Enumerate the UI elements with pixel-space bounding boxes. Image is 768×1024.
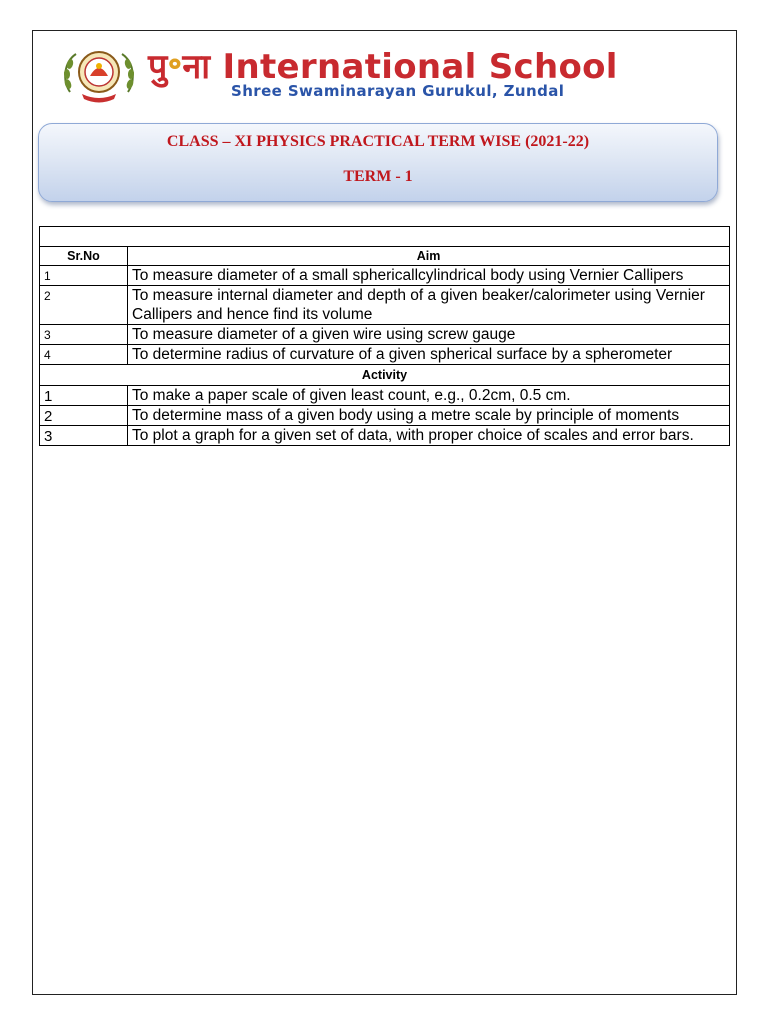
- school-subtitle: Shree Swaminarayan Gurukul, Zundal: [231, 82, 565, 100]
- activity-srno: 1: [40, 386, 128, 406]
- practical-table: [39, 226, 730, 446]
- table-row: [40, 286, 730, 325]
- table-row: [40, 325, 730, 345]
- experiment-srno: 3: [40, 325, 128, 345]
- document-title: CLASS – XI PHYSICS PRACTICAL TERM WISE (2021-22): [166, 133, 590, 150]
- header-aim: Aim: [128, 247, 730, 266]
- activity-aim: To make a paper scale of given least count, e.g., 0.2cm, 0.5 cm.: [128, 386, 730, 406]
- activity-aim: To determine mass of a given body using a metre scale by principle of moments: [128, 406, 730, 426]
- experiment-aim: To determine radius of curvature of a given spherical surface by a spherometer: [128, 345, 730, 365]
- table-row: [40, 386, 730, 406]
- table-row: [40, 345, 730, 365]
- school-name-main: International School: [222, 47, 618, 87]
- activity-heading-row: [40, 365, 730, 386]
- school-name-devanagari-prefix: पु: [148, 47, 168, 87]
- experiment-aim: To measure diameter of a given wire using screw gauge: [128, 325, 730, 345]
- school-header: [60, 44, 720, 106]
- table-row: [40, 406, 730, 426]
- activity-srno: 2: [40, 406, 128, 426]
- activity-srno: 3: [40, 426, 128, 446]
- experiment-srno: 2: [40, 286, 128, 325]
- school-name-devanagari-mark: ॰: [167, 47, 183, 87]
- header-srno: Sr.No: [40, 247, 128, 266]
- table-blank-row: [40, 227, 730, 247]
- experiment-srno: 1: [40, 266, 128, 286]
- experiment-aim: To measure diameter of a small sphericallcylindrical body using Vernier Callipers: [128, 266, 730, 286]
- experiment-aim: To measure internal diameter and depth of a given beaker/calorimeter using Vernier Callipers and hence find its volume: [128, 286, 730, 325]
- activity-aim: To plot a graph for a given set of data, with proper choice of scales and error bars.: [128, 426, 730, 446]
- table-row: [40, 266, 730, 286]
- school-name-devanagari-suffix: ना: [182, 47, 211, 87]
- title-banner: [38, 123, 718, 202]
- table-row: [40, 426, 730, 446]
- school-logo-icon: [60, 46, 138, 104]
- activity-heading: Activity: [40, 365, 730, 386]
- experiment-srno: 4: [40, 345, 128, 365]
- table-header-row: [40, 247, 730, 266]
- term-label: TERM - 1: [343, 168, 413, 185]
